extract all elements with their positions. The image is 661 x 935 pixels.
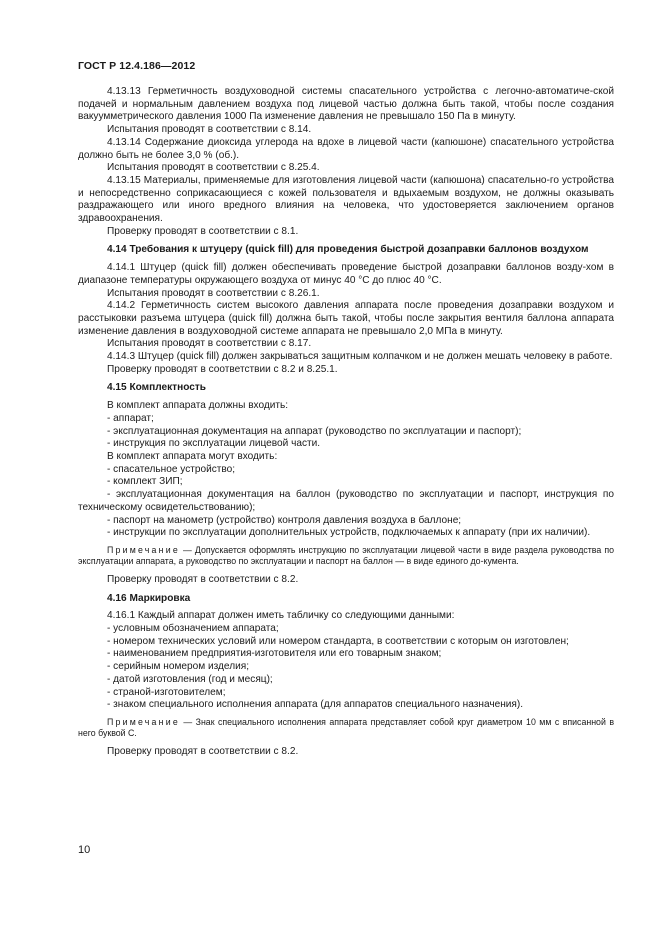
paragraph-text: - датой изготовления (год и месяц); xyxy=(107,673,273,685)
paragraph-text: Штуцер (quick fill) должен обеспечивать проведение быстрой дозаправки баллонов возду-хом в диапазоне температуры окружающего воздуха от минус 40 °С до плюс 40 °С. xyxy=(78,262,614,286)
paragraph-text: - эксплуатационная документация на аппарат (руководство по эксплуатации и паспорт); xyxy=(107,425,522,437)
paragraph-text: Содержание диоксида углерода на вдохе в лицевой части (капюшоне) спасательного устройства должно быть не более 3,0 % (об.). xyxy=(78,136,614,161)
paragraph-text: - эксплуатационная документация на баллон (руководство по эксплуатации и паспорт, инструкция по техническому освидетельствованию); xyxy=(78,489,614,513)
body-paragraph xyxy=(78,574,614,587)
paragraph-text: Требования к штуцеру (quick fill) для проведения быстрой дозаправки баллонов воздухом xyxy=(126,244,589,256)
list-item xyxy=(78,687,614,700)
list-item xyxy=(78,623,614,636)
paragraph-text: В комплект аппарата должны входить: xyxy=(107,400,289,412)
document-body xyxy=(78,86,614,759)
paragraph-text: - комплект ЗИП; xyxy=(107,476,183,488)
body-paragraph xyxy=(78,351,614,364)
body-paragraph xyxy=(78,86,614,124)
body-paragraph xyxy=(78,451,614,464)
body-paragraph xyxy=(78,162,614,175)
clause-number: 4.15 xyxy=(107,382,127,394)
body-paragraph xyxy=(78,400,614,413)
body-paragraph xyxy=(78,338,614,351)
paragraph-text: Проверку проводят в соответствии с 8.1. xyxy=(107,225,299,237)
body-paragraph xyxy=(78,746,614,759)
paragraph-text: Материалы, применяемые для изготовления лицевой части (капюшона) спасательно-го устройства и непосредственно соприкасающиеся с кожей пользователя и вдыхаемым воздухом, не должны оказывать раздражающего или иного вредного влияния на человека, что удостоверяется заключением органов здравоохранения. xyxy=(78,174,614,225)
paragraph-text: - наименованием предприятия-изготовителя или его товарным знаком; xyxy=(107,648,442,660)
paragraph-text: Комплектность xyxy=(126,382,206,394)
body-paragraph xyxy=(78,262,614,287)
paragraph-text: - инструкции по эксплуатации дополнительных устройств, подключаемых к аппарату (при их наличии). xyxy=(107,527,591,539)
paragraph-text: - инструкция по эксплуатации лицевой части. xyxy=(107,438,321,450)
paragraph-text: Маркировка xyxy=(126,592,191,604)
paragraph-text: Испытания проводят в соответствии с 8.26.1. xyxy=(107,287,320,299)
paragraph-text: Штуцер (quick fill) должен закрываться защитным колпачком и не должен мешать человеку в работе. xyxy=(135,351,613,363)
paragraph-text: Проверку проводят в соответствии с 8.2 и 8.25.1. xyxy=(107,363,338,375)
list-item xyxy=(78,426,614,439)
paragraph-text: Проверку проводят в соответствии с 8.2. xyxy=(107,745,299,757)
list-item xyxy=(78,464,614,477)
paragraph-text: - номером технических условий или номером стандарта, в соответствии с которым он изготовлен; xyxy=(107,635,569,647)
list-item xyxy=(78,699,614,712)
list-item xyxy=(78,413,614,426)
list-item xyxy=(78,648,614,661)
paragraph-text: - серийным номером изделия; xyxy=(107,661,250,673)
body-paragraph xyxy=(78,175,614,226)
paragraph-text: - условным обозначением аппарата; xyxy=(107,623,279,635)
paragraph-text: — Допускается оформлять инструкцию по эксплуатации лицевой части в виде раздела руководства по эксплуатации аппарата, а руководство по эксплуатации и паспорт на баллон — в виде единого до-кумента. xyxy=(78,544,614,567)
list-item xyxy=(78,527,614,540)
paragraph-text: Каждый аппарат должен иметь табличку со следующими данными: xyxy=(135,610,455,622)
list-item xyxy=(78,438,614,451)
body-paragraph xyxy=(78,124,614,137)
paragraph-text: Испытания проводят в соответствии с 8.17. xyxy=(107,338,312,350)
paragraph-text: Проверку проводят в соответствии с 8.2. xyxy=(107,573,299,585)
document-header: ГОСТ Р 12.4.186—2012 xyxy=(78,60,196,72)
paragraph-text: - аппарат; xyxy=(107,412,154,424)
body-paragraph xyxy=(78,226,614,239)
paragraph-text: Герметичность систем высокого давления аппарата после проведения дозаправки воздухом и расстыковки разъема штуцера (quick fill) должна быть такой, чтобы после закрытия вентиля баллона аппарата изменение давления в воздуховодной системе аппарата не превышало 2,0 МПа в минуту. xyxy=(78,300,614,337)
body-paragraph xyxy=(78,300,614,338)
clause-number: 4.13.15 xyxy=(107,174,141,186)
body-paragraph xyxy=(78,364,614,377)
clause-number: 4.14.2 xyxy=(107,300,136,312)
paragraph-text: - знаком специального исполнения аппарата (для аппаратов специального назначения). xyxy=(107,699,524,711)
clause-number: 4.14.1 xyxy=(107,262,136,274)
body-paragraph xyxy=(78,489,614,514)
paragraph-text: — Знак специального исполнения аппарата представляет собой круг диаметром 10 мм с вписанной в него буквой С. xyxy=(78,716,614,739)
list-item xyxy=(78,661,614,674)
section-heading xyxy=(78,593,614,606)
section-heading xyxy=(78,244,614,257)
list-item xyxy=(78,636,614,649)
paragraph-text: - страной-изготовителем; xyxy=(107,686,226,698)
paragraph-text: - паспорт на манометр (устройство) контроля давления воздуха в баллоне; xyxy=(107,514,462,526)
paragraph-text: Герметичность воздуховодной системы спасательного устройства с легочно-автоматиче-ской подачей и нормальным давлением воздуха под лицевой частью должна быть такой, чтобы после создания вакуумметрического давления 1000 Па изменение давления не превышало 150 Па в минуту. xyxy=(78,86,614,123)
clause-number: 4.16 xyxy=(107,592,127,604)
paragraph-text: - спасательное устройство; xyxy=(107,463,236,475)
note-paragraph xyxy=(78,545,614,568)
list-item xyxy=(78,476,614,489)
note-paragraph xyxy=(78,717,614,740)
note-label: Примечание xyxy=(107,544,180,555)
list-item xyxy=(78,515,614,528)
page-number: 10 xyxy=(78,844,91,856)
body-paragraph xyxy=(78,610,614,623)
clause-number: 4.14 xyxy=(107,244,127,256)
list-item xyxy=(78,674,614,687)
clause-number: 4.13.14 xyxy=(107,136,141,148)
paragraph-text: Испытания проводят в соответствии с 8.25.4. xyxy=(107,162,320,174)
body-paragraph xyxy=(78,288,614,301)
clause-number: 4.16.1 xyxy=(107,610,136,622)
paragraph-text: Испытания проводят в соответствии с 8.14. xyxy=(107,124,312,136)
clause-number: 4.13.13 xyxy=(107,86,141,97)
note-label: Примечание xyxy=(107,716,180,727)
body-paragraph xyxy=(78,137,614,162)
paragraph-text: В комплект аппарата могут входить: xyxy=(107,450,278,462)
clause-number: 4.14.3 xyxy=(107,351,136,363)
section-heading xyxy=(78,382,614,395)
